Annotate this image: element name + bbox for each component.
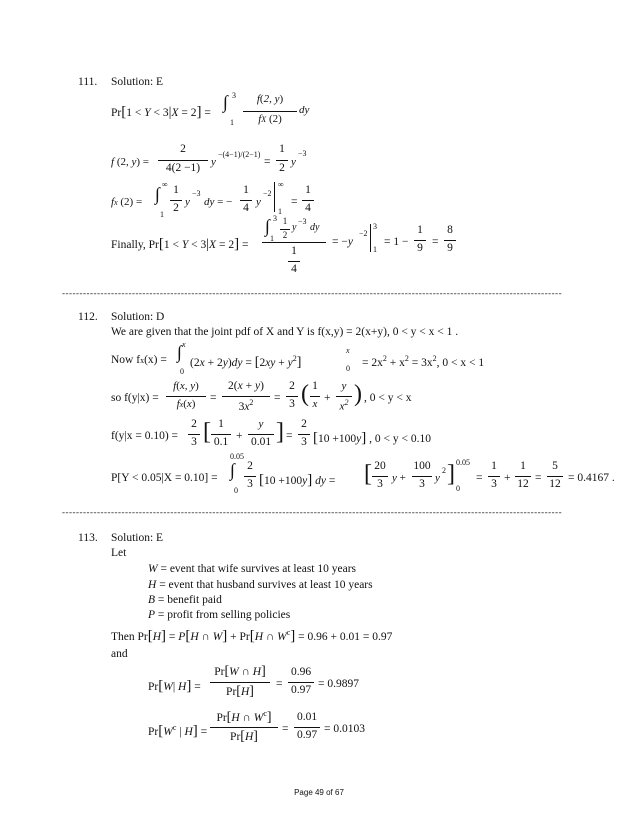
definition-w: W = event that wife survives at least 10 years: [148, 563, 357, 575]
equation-line: Then Pr[H] = P[H ∩ W] + Pr[H ∩ $W^c] = 0.96 + 0.01 = 0.97$: [111, 628, 393, 644]
problem-number: 113.: [78, 532, 98, 544]
solution-label: Solution: D: [111, 311, 165, 323]
definition-p: P = profit from selling policies: [148, 609, 291, 621]
definition-b: B = benefit paid: [148, 594, 222, 606]
definition-h: H = event that husband survives at least 10 years: [148, 579, 373, 591]
problem-number: 111.: [78, 76, 98, 88]
page-footer: Page 49 of 67: [294, 788, 344, 797]
solution-label: Solution: E: [111, 76, 164, 88]
problem-number: 112.: [78, 311, 98, 323]
and-label: and: [111, 648, 128, 660]
let-label: Let: [111, 547, 127, 559]
separator-rule: -----------------------------------------------------------------------------------------------------------------------------------------------: [62, 507, 563, 517]
solution-label: Solution: E: [111, 532, 164, 544]
separator-rule: -----------------------------------------------------------------------------------------------------------------------------------------------: [62, 288, 563, 298]
problem-statement: We are given that the joint pdf of X and Y is f(x,y) = 2(x+y), 0 < y < x < 1 .: [111, 326, 459, 338]
